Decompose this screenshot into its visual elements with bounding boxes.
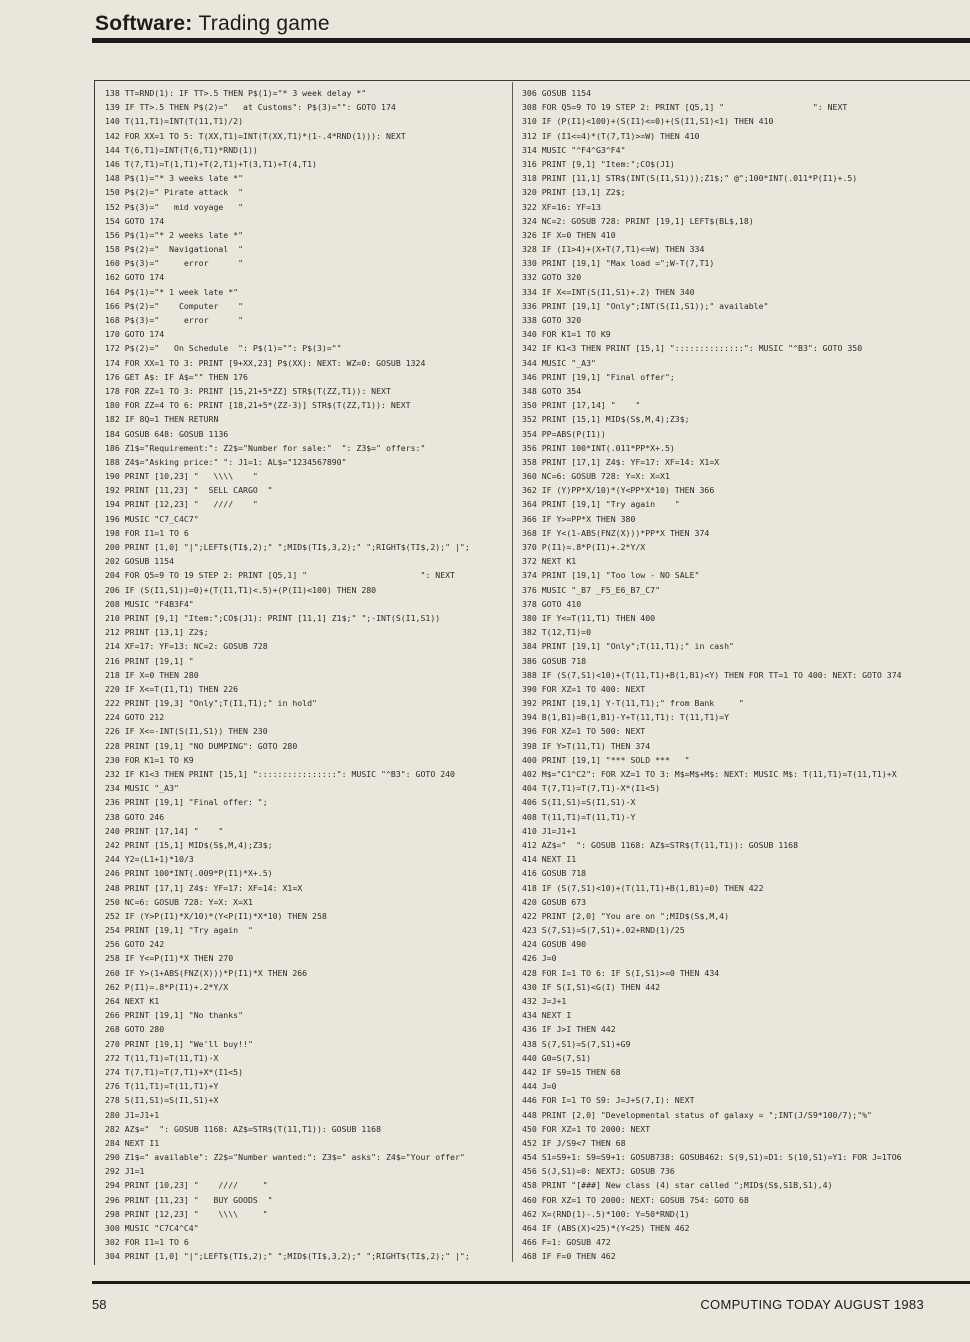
code-line: 424 GOSUB 490 (522, 939, 587, 950)
code-line: 282 AZ$=" ": GOSUB 1168: AZ$=STR$(T(11,T1)): GOSUB 1168 (105, 1123, 382, 1134)
code-line: 316 PRINT [9,1] "Item:";CO$(J1) (522, 158, 675, 169)
code-line: 270 PRINT [19,1] "We'll buy!!" (105, 1038, 253, 1049)
code-line: 186 Z1$="Requirement:": Z2$="Number for sale:" ": Z3$=" offers:" (105, 442, 426, 453)
code-line: 228 PRINT [19,1] "NO DUMPING": GOTO 280 (105, 740, 298, 751)
code-line: 204 FOR Q5=9 TO 19 STEP 2: PRINT [Q5,1] " ": NEXT (105, 570, 455, 581)
code-line: 384 PRINT [19,1] "Only";T(11,T1);" in cash" (522, 641, 734, 652)
code-line: 254 PRINT [19,1] "Try again " (105, 925, 253, 936)
code-line: 148 P$(1)="* 3 weeks late *" (105, 173, 244, 184)
code-line: 158 P$(2)=" Navigational " (105, 244, 244, 255)
code-line: 334 IF X<=INT(S(I1,S1)+.2) THEN 340 (522, 286, 695, 297)
code-line: 346 PRINT [19,1] "Final offer"; (522, 371, 675, 382)
code-line: 224 GOTO 212 (105, 712, 165, 723)
code-line: 248 PRINT [17,1] Z4$: YF=17: XF=14: X1=X (105, 882, 303, 893)
code-line: 154 GOTO 174 (105, 215, 165, 226)
code-line: 280 J1=J1+1 (105, 1109, 160, 1120)
code-line: 306 GOSUB 1154 (522, 88, 592, 98)
page-header (95, 12, 330, 36)
code-line: 146 T(7,T1)=T(1,T1)+T(2,T1)+T(3,T1)+T(4,T1) (105, 158, 317, 169)
code-line: 200 PRINT [1,0] "|";LEFT$(TI$,2);" ";MID$(TI$,3,2);" ";RIGHT$(TI$,2);" |"; (105, 542, 470, 552)
code-line: 452 IF J/S9<7 THEN 68 (522, 1137, 626, 1148)
code-line: 284 NEXT I1 (105, 1137, 160, 1148)
code-line: 318 PRINT [11,1] STR$(INT(S(I1,S1)));Z1$;" @";100*INT(.011*P(I1)+.5) (522, 173, 858, 184)
code-line: 308 FOR Q5=9 TO 19 STEP 2: PRINT [Q5,1] " ": NEXT (522, 102, 848, 113)
code-line: 196 MUSIC "C7_C4C7" (105, 513, 199, 524)
code-line: 326 IF X=0 THEN 410 (522, 229, 616, 240)
code-line: 336 PRINT [19,1] "Only";INT(S(I1,S1));" available" (522, 300, 769, 311)
code-line: 310 IF (P(I1)<100)+(S(I1)<=0)+(S(I1,S1)<1) THEN 410 (522, 116, 774, 127)
code-line: 332 GOTO 320 (522, 272, 582, 283)
header-section: Software: (95, 12, 193, 35)
code-line: 448 PRINT [2,0] "Developmental status of galaxy = ";INT(J/S9*100/7);"%" (522, 1109, 872, 1120)
code-line: 192 PRINT [11,23] " SELL CARGO " (105, 485, 273, 496)
listing-column-right (522, 86, 968, 1264)
code-line: 298 PRINT [12,23] " \\\\ " (105, 1208, 268, 1219)
header-title: Trading game (198, 12, 330, 35)
code-line: 220 IF X<=T(I1,T1) THEN 226 (105, 683, 239, 694)
code-line: 172 P$(2)=" On Schedule ": P$(1)="": P$(3)="" (105, 343, 342, 354)
code-line: 272 T(11,T1)=T(11,T1)-X (105, 1052, 219, 1063)
code-line: 160 P$(3)=" error " (105, 258, 244, 269)
code-line: 358 PRINT [17,1] Z4$: YF=17: XF=14: X1=X (522, 456, 720, 467)
code-line: 240 PRINT [17,14] " " (105, 825, 224, 836)
code-line: 222 PRINT [19,3] "Only";T(I1,T1);" in hold" (105, 698, 317, 709)
code-line: 378 GOTO 410 (522, 598, 582, 609)
code-line: 330 PRINT [19,1] "Max load =";W-T(7,T1) (522, 258, 715, 269)
code-line: 406 S(I1,S1)=S(I1,S1)-X (522, 797, 636, 808)
code-line: 226 IF X<=-INT(S(I1,S1)) THEN 230 (105, 726, 268, 737)
code-line: 304 PRINT [1,0] "|";LEFT$(TI$,2);" ";MID$(TI$,3,2);" ";RIGHT$(TI$,2);" |"; (105, 1251, 470, 1262)
code-line: 458 PRINT "[###] New class (4) star called ";MID$(S$,S1B,S1),4) (522, 1180, 833, 1191)
code-line: 362 IF (Y)PP*X/10)*(Y<PP*X*10) THEN 366 (522, 485, 715, 496)
code-line: 422 PRINT [2,0] "You are on ";MID$(S$,M,4) (522, 910, 730, 921)
code-line: 438 S(7,S1)=S(7,S1)+G9 (522, 1038, 631, 1049)
code-line: 360 NC=6: GOSUB 728: Y=X: X=X1 (522, 471, 670, 482)
magazine-issue: COMPUTING TODAY AUGUST 1983 (700, 1297, 924, 1312)
code-line: 444 J=0 (522, 1081, 557, 1092)
code-line: 364 PRINT [19,1] "Try again " (522, 499, 680, 510)
code-line: 366 IF Y>=PP*X THEN 380 (522, 513, 636, 524)
code-line: 462 X=(RND(1)-.5)*100: Y=50*RND(1) (522, 1208, 690, 1219)
code-line: 242 PRINT [15,1] MID$(S$,M,4);Z3$; (105, 839, 273, 850)
code-line: 260 IF Y>(1+ABS(FNZ(X)))*P(I1)*X THEN 266 (105, 967, 308, 978)
code-line: 170 GOTO 174 (105, 329, 165, 340)
code-line: 278 S(I1,S1)=S(I1,S1)+X (105, 1095, 219, 1106)
code-line: 432 J=J+1 (522, 996, 567, 1006)
code-line: 176 GET A$: IF A$="" THEN 176 (105, 371, 248, 382)
code-line: 408 T(11,T1)=T(11,T1)-Y (522, 811, 636, 822)
code-line: 266 PRINT [19,1] "No thanks" (105, 1010, 244, 1021)
code-line: 268 GOTO 280 (105, 1024, 165, 1035)
code-line: 216 PRINT [19,1] " (105, 655, 194, 666)
code-line: 412 AZ$=" ": GOSUB 1168: AZ$=STR$(T(11,T1)): GOSUB 1168 (522, 839, 799, 850)
code-line: 388 IF (S(7,S1)<10)+(T(11,T1)+B(1,B1)<Y) THEN FOR TT=1 TO 400: NEXT: GOTO 374 (522, 669, 902, 680)
footer-rule (92, 1281, 970, 1284)
code-line: 442 IF S9=15 THEN 68 (522, 1066, 621, 1077)
code-line: 386 GOSUB 718 (522, 655, 587, 666)
code-line: 188 Z4$="Asking price:" ": J1=1: AL$="1234567890" (105, 456, 347, 467)
code-line: 390 FOR XZ=1 TO 400: NEXT (522, 683, 646, 694)
code-line: 166 P$(2)=" Computer " (105, 300, 244, 311)
code-line: 140 T(11,T1)=INT(T(11,T1)/2) (105, 116, 244, 127)
code-line: 244 Y2=(L1+1)*10/3 (105, 854, 194, 865)
code-line: 290 Z1$=" available": Z2$="Number wanted:": Z3$=" asks": Z4$="Your offer" (105, 1152, 465, 1163)
code-line: 426 J=0 (522, 953, 557, 964)
code-line: 178 FOR ZZ=1 TO 3: PRINT [15,21+5*ZZ] STR$(T(ZZ,T1)): NEXT (105, 385, 391, 396)
code-line: 322 XF=16: YF=13 (522, 201, 601, 212)
code-line: 252 IF (Y>P(I1)*X/10)*(Y<P(I1)*X*10) THEN 258 (105, 910, 327, 921)
code-line: 236 PRINT [19,1] "Final offer: "; (105, 797, 268, 808)
code-line: 264 NEXT K1 (105, 996, 160, 1006)
code-line: 210 PRINT [9,1] "Item:";CO$(J1): PRINT [11,1] Z1$;" ";-INT(S(I1,S1)) (105, 612, 441, 623)
code-line: 174 FOR XX=1 TO 3: PRINT [9+XX,23] P$(XX): NEXT: WZ=0: GOSUB 1324 (105, 357, 426, 368)
code-line: 440 G0=S(7,S1) (522, 1052, 592, 1063)
code-line: 218 IF X=0 THEN 280 (105, 669, 199, 680)
code-line: 208 MUSIC "F4B3F4" (105, 598, 194, 609)
code-line: 230 FOR K1=1 TO K9 (105, 754, 194, 765)
code-line: 262 P(I1)=.8*P(I1)+.2*Y/X (105, 981, 229, 992)
code-line: 274 T(7,T1)=T(7,T1)+X*(I1<5) (105, 1066, 244, 1077)
code-line: 206 IF (S(I1,S1))=0)+(T(I1,T1)<.5)+(P(I1)<100) THEN 280 (105, 584, 377, 595)
code-line: 296 PRINT [11,23] " BUY GOODS " (105, 1194, 273, 1205)
code-line: 400 PRINT [19,1] "*** SOLD *** " (522, 754, 690, 765)
page-number: 58 (92, 1297, 107, 1312)
code-line: 410 J1=J1+1 (522, 825, 577, 836)
code-line: 446 FOR I=1 TO S9: J=J+S(7,I): NEXT (522, 1095, 695, 1106)
code-line: 292 J1=1 (105, 1166, 145, 1177)
code-line: 324 NC=2: GOSUB 728: PRINT [19,1] LEFT$(BL$,18) (522, 215, 754, 226)
code-line: 368 IF Y<(1-ABS(FNZ(X)))*PP*X THEN 374 (522, 527, 710, 538)
code-line: 276 T(11,T1)=T(11,T1)+Y (105, 1081, 219, 1092)
code-line: 414 NEXT I1 (522, 854, 577, 865)
code-line: 340 FOR K1=1 TO K9 (522, 329, 611, 340)
code-line: 354 PP=ABS(P(I1)) (522, 428, 606, 439)
code-line: 418 IF (S(7,S1)<10)+(T(11,T1)+B(1,B1)=0) THEN 422 (522, 882, 764, 893)
code-line: 428 FOR I=1 TO 6: IF S(I,S1)>=0 THEN 434 (522, 967, 720, 978)
code-line: 320 PRINT [13,1] Z2$; (522, 187, 626, 198)
code-line: 246 PRINT 100*INT(.009*P(I1)*X+.5) (105, 868, 273, 879)
code-line: 398 IF Y>T(11,T1) THEN 374 (522, 740, 651, 751)
code-line: 380 IF Y<=T(11,T1) THEN 400 (522, 612, 656, 623)
code-line: 416 GOSUB 718 (522, 868, 587, 879)
code-line: 214 XF=17: YF=13: NC=2: GOSUB 728 (105, 641, 268, 652)
code-line: 234 MUSIC "_A3" (105, 783, 179, 794)
code-line: 294 PRINT [10,23] " //// " (105, 1180, 268, 1191)
code-line: 190 PRINT [10,23] " \\\\ " (105, 471, 258, 482)
code-line: 374 PRINT [19,1] "Too low - NO SALE" (522, 570, 700, 581)
code-line: 423 S(7,S1)=S(7,S1)+.02+RND(1)/25 (522, 925, 685, 936)
code-line: 144 T(6,T1)=INT(T(6,T1)*RND(1)) (105, 144, 258, 155)
code-line: 356 PRINT 100*INT(.011*PP*X+.5) (522, 442, 675, 453)
code-line: 312 IF (I1<=4)*(T(7,T1)>=W) THEN 410 (522, 130, 700, 141)
code-line: 152 P$(3)=" mid voyage " (105, 201, 244, 212)
code-line: 456 S(J,S1)=0: NEXTJ: GOSUB 736 (522, 1166, 675, 1177)
code-line: 184 GOSUB 648: GOSUB 1136 (105, 428, 229, 439)
code-line: 370 P(I1)=.8*P(I1)+.2*Y/X (522, 542, 646, 552)
code-line: 162 GOTO 174 (105, 272, 165, 283)
code-line: 396 FOR XZ=1 TO 500: NEXT (522, 726, 646, 737)
code-line: 468 IF F=0 THEN 462 (522, 1251, 616, 1262)
code-line: 344 MUSIC "_A3" (522, 357, 596, 368)
code-line: 256 GOTO 242 (105, 939, 165, 950)
code-line: 142 FOR XX=1 TO 5: T(XX,T1)=INT(T(XX,T1)*(1-.4*RND(1))): NEXT (105, 130, 406, 141)
code-line: 328 IF (I1>4)+(X+T(7,T1)<=W) THEN 334 (522, 244, 705, 255)
code-line: 198 FOR I1=1 TO 6 (105, 527, 189, 538)
code-line: 212 PRINT [13,1] Z2$; (105, 627, 209, 638)
code-line: 404 T(7,T1)=T(7,T1)-X*(I1<5) (522, 783, 661, 794)
column-divider (512, 82, 513, 1262)
code-line: 202 GOSUB 1154 (105, 556, 175, 567)
code-line: 450 FOR XZ=1 TO 2000: NEXT (522, 1123, 651, 1134)
code-line: 436 IF J>I THEN 442 (522, 1024, 616, 1035)
code-line: 194 PRINT [12,23] " //// " (105, 499, 258, 510)
code-line: 350 PRINT [17,14] " " (522, 400, 641, 411)
listing-column-left (105, 86, 505, 1264)
code-line: 420 GOSUB 673 (522, 896, 587, 907)
code-line: 180 FOR ZZ=4 TO 6: PRINT [18,21+5*(ZZ-3)] STR$(T(ZZ,T1)): NEXT (105, 400, 411, 411)
code-line: 466 F=1: GOSUB 472 (522, 1237, 611, 1248)
code-line: 139 IF TT>.5 THEN P$(2)=" at Customs": P$(3)="": GOTO 174 (105, 102, 396, 113)
code-line: 250 NC=6: GOSUB 728: Y=X: X=X1 (105, 896, 253, 907)
header-rule (92, 38, 970, 43)
code-line: 402 M$="C1^C2": FOR XZ=1 TO 3: M$=M$+M$: NEXT: MUSIC M$: T(11,T1)=T(11,T1)+X (522, 769, 897, 779)
code-line: 238 GOTO 246 (105, 811, 165, 822)
code-line: 382 T(12,T1)=0 (522, 627, 592, 638)
code-line: 342 IF K1<3 THEN PRINT [15,1] "::::::::::::::": MUSIC "^B3": GOTO 350 (522, 343, 863, 354)
code-line: 258 IF Y<=P(I1)*X THEN 270 (105, 953, 234, 964)
code-line: 156 P$(1)="* 2 weeks late *" (105, 229, 244, 240)
code-line: 392 PRINT [19,1] Y-T(11,T1);" from Bank " (522, 698, 744, 709)
code-line: 454 S1=S9+1: S9=S9+1: GOSUB738: GOSUB462: S(9,S1)=D1: S(10,S1)=Y1: FOR J=1TO6 (522, 1152, 902, 1163)
code-line: 168 P$(3)=" error " (105, 315, 244, 325)
code-line: 430 IF S(I,S1)<G(I) THEN 442 (522, 981, 661, 992)
code-line: 372 NEXT K1 (522, 556, 577, 567)
code-line: 434 NEXT I (522, 1010, 572, 1021)
code-line: 164 P$(1)="* 1 week late *" (105, 286, 239, 297)
code-line: 150 P$(2)=" Pirate attack " (105, 187, 244, 198)
code-line: 460 FOR XZ=1 TO 2000: NEXT: GOSUB 754: GOTO 68 (522, 1194, 749, 1205)
code-line: 394 B(1,B1)=B(1,B1)-Y+T(11,T1): T(11,T1)=Y (522, 712, 730, 723)
code-line: 232 IF K1<3 THEN PRINT [15,1] "::::::::::::::::": MUSIC "^B3": GOTO 240 (105, 769, 455, 779)
code-line: 338 GOTO 320 (522, 315, 582, 325)
code-line: 348 GOTO 354 (522, 385, 582, 396)
code-line: 376 MUSIC "_B7 _F5_E6_B7_C7" (522, 584, 661, 595)
code-line: 314 MUSIC "^F4^G3^F4" (522, 144, 626, 155)
code-line: 464 IF (ABS(X)<25)*(Y<25) THEN 462 (522, 1223, 690, 1233)
code-line: 138 TT=RND(1): IF TT>.5 THEN P$(1)="* 3 week delay *" (105, 88, 367, 98)
code-line: 300 MUSIC "C7C4^C4" (105, 1223, 199, 1233)
code-line: 302 FOR I1=1 TO 6 (105, 1237, 189, 1248)
code-line: 352 PRINT [15,1] MID$(S$,M,4);Z3$; (522, 414, 690, 425)
code-line: 182 IF 8Q=1 THEN RETURN (105, 414, 219, 425)
